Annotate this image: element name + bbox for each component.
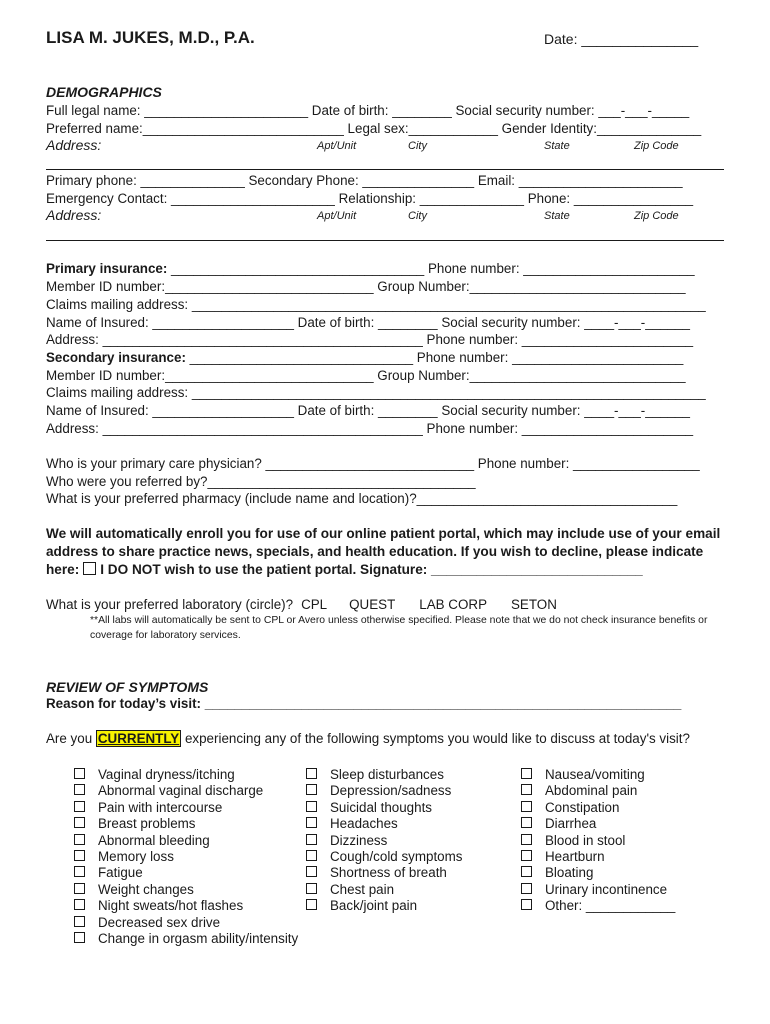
state-label: State xyxy=(544,140,570,152)
symptom-item[interactable] xyxy=(521,816,675,832)
symptom-label: Sleep disturbances xyxy=(330,767,444,782)
symptom-checkbox[interactable] xyxy=(74,883,85,894)
symptom-checkbox[interactable] xyxy=(306,850,317,861)
symptom-item[interactable] xyxy=(74,800,298,816)
symptom-label: Decreased sex drive xyxy=(98,914,221,930)
symptom-checkbox[interactable] xyxy=(521,834,532,845)
apt-unit-label: Apt/Unit xyxy=(317,210,357,222)
symptom-checkbox[interactable] xyxy=(521,784,532,795)
laboratory-question: What is your preferred laboratory (circle)? xyxy=(46,597,294,612)
review-title: REVIEW OF SYMPTOMS xyxy=(46,679,209,695)
symptom-checkbox[interactable] xyxy=(74,784,85,795)
legal-name-dob-ssn-line[interactable]: Full legal name: ______________________ Date of birth: ________ Social security number: ___-___-_____ xyxy=(46,103,690,118)
symptom-checkbox[interactable] xyxy=(521,801,532,812)
lab-option-labcorp[interactable]: LAB CORP xyxy=(419,597,487,612)
pharmacy-line[interactable]: What is your preferred pharmacy (include name and location)?___________________________________ xyxy=(46,491,678,506)
symptom-checkbox[interactable] xyxy=(521,899,532,910)
symptom-item[interactable] xyxy=(306,865,462,881)
symptom-item[interactable] xyxy=(74,833,298,849)
symptom-checkbox[interactable] xyxy=(74,834,85,845)
symptom-item[interactable] xyxy=(74,849,298,865)
symptom-item[interactable] xyxy=(74,783,298,799)
symptom-label: Abnormal vaginal discharge xyxy=(98,783,264,799)
symptom-label: Back/joint pain xyxy=(330,898,418,914)
symptom-item[interactable] xyxy=(306,800,462,816)
symptom-label: Breast problems xyxy=(98,816,196,832)
symptom-label: Depression/sadness xyxy=(330,783,452,799)
zip-code-label: Zip Code xyxy=(634,210,679,222)
city-label: City xyxy=(408,140,427,152)
currently-highlight: CURRENTLY xyxy=(97,731,180,746)
claims-address-line[interactable]: Claims mailing address: _____________________________________________________________________ xyxy=(46,297,706,312)
emergency-address-line[interactable] xyxy=(46,240,724,241)
primary-insurance-label: Primary insurance: xyxy=(46,261,168,276)
reason-for-visit-line[interactable]: Reason for today’s visit: ________________________________________________________________ xyxy=(46,696,682,711)
symptom-label: Bloating xyxy=(545,865,594,881)
symptom-checkbox[interactable] xyxy=(306,866,317,877)
symptom-label: Heartburn xyxy=(545,848,605,864)
symptom-label: Other: ____________ xyxy=(545,898,676,914)
symptom-item[interactable] xyxy=(521,865,675,881)
symptom-checkbox[interactable] xyxy=(521,866,532,877)
insured-address-line[interactable]: Address: ___________________________________________ Phone number: _______________________ xyxy=(46,421,694,436)
symptoms-question xyxy=(46,731,690,747)
symptom-item[interactable] xyxy=(306,783,462,799)
member-id-line[interactable]: Member ID number:____________________________ Group Number:_____________________________ xyxy=(46,368,686,383)
city-label: City xyxy=(408,210,427,222)
symptoms-column-1 xyxy=(74,767,298,947)
symptom-label: Night sweats/hot flashes xyxy=(98,898,244,914)
symptom-label: Dizziness xyxy=(330,832,388,848)
lab-option-cpl[interactable]: CPL xyxy=(301,597,328,612)
portal-decline-signature[interactable]: I DO NOT wish to use the patient portal. Signature: ____________________________ xyxy=(100,562,643,577)
symptom-label: Abnormal bleeding xyxy=(98,832,210,848)
laboratory-line xyxy=(46,597,557,613)
symptom-item[interactable] xyxy=(306,833,462,849)
symptom-item[interactable] xyxy=(521,800,675,816)
symptom-checkbox[interactable] xyxy=(74,866,85,877)
symptom-item[interactable] xyxy=(306,898,462,914)
pcp-line[interactable]: Who is your primary care physician? ____________________________ Phone number: _________________ xyxy=(46,456,700,471)
symptom-label: Suicidal thoughts xyxy=(330,799,432,815)
symptom-item[interactable] xyxy=(521,767,675,783)
symptom-item[interactable] xyxy=(521,833,675,849)
symptom-checkbox[interactable] xyxy=(521,850,532,861)
symptom-checkbox[interactable] xyxy=(521,817,532,828)
symptom-label: Cough/cold symptoms xyxy=(330,848,463,864)
symptom-checkbox[interactable] xyxy=(306,768,317,779)
symptom-label: Abdominal pain xyxy=(545,783,638,799)
symptom-item[interactable] xyxy=(521,882,675,898)
symptom-label: Blood in stool xyxy=(545,832,626,848)
symptom-label: Memory loss xyxy=(98,848,174,864)
symptom-label: Diarrhea xyxy=(545,816,597,832)
symptom-label: Constipation xyxy=(545,799,620,815)
member-id-line[interactable]: Member ID number:____________________________ Group Number:_____________________________ xyxy=(46,279,686,294)
symptom-checkbox[interactable] xyxy=(74,916,85,927)
symptom-checkbox[interactable] xyxy=(74,899,85,910)
symptom-item[interactable] xyxy=(521,849,675,865)
address-line[interactable] xyxy=(46,169,724,170)
symptom-checkbox[interactable] xyxy=(306,883,317,894)
symptom-item[interactable] xyxy=(74,816,298,832)
question-prefix: Are you xyxy=(46,731,93,746)
symptom-checkbox[interactable] xyxy=(521,768,532,779)
symptom-item[interactable] xyxy=(306,849,462,865)
symptom-checkbox[interactable] xyxy=(74,768,85,779)
portal-decline-checkbox[interactable] xyxy=(83,562,96,575)
insured-address-line[interactable]: Address: ___________________________________________ Phone number: _______________________ xyxy=(46,332,694,347)
symptom-checkbox[interactable] xyxy=(74,817,85,828)
question-suffix: experiencing any of the following symptoms you would like to discuss at today's visit? xyxy=(184,731,690,746)
emergency-address-label: Address: xyxy=(46,207,102,223)
preferred-name-sex-gender-line[interactable]: Preferred name:___________________________ Legal sex:____________ Gender Identity:______________ xyxy=(46,121,702,136)
symptom-label: Nausea/vomiting xyxy=(545,767,645,782)
symptom-checkbox[interactable] xyxy=(306,834,317,845)
symptom-checkbox[interactable] xyxy=(306,899,317,910)
symptom-label: Urinary incontinence xyxy=(545,881,668,897)
symptom-label: Fatigue xyxy=(98,865,143,881)
secondary-insurance-field[interactable]: ______________________________ Phone number: _______________________ xyxy=(185,350,684,365)
lab-option-seton[interactable]: SETON xyxy=(511,597,557,612)
emergency-contact-line[interactable]: Emergency Contact: ______________________ Relationship: ______________ Phone: ________________ xyxy=(46,191,694,206)
symptom-label: Shortness of breath xyxy=(330,865,447,881)
claims-address-line[interactable]: Claims mailing address: _____________________________________________________________________ xyxy=(46,385,706,400)
symptom-label: Vaginal dryness/itching xyxy=(98,767,235,782)
portal-notice-text: We will automatically enroll you for use of our online patient portal, which may include use of your email address to share practice news, specials, and health education. If you wish to decline, please indicate here: xyxy=(46,526,721,577)
symptom-label: Chest pain xyxy=(330,881,395,897)
symptom-checkbox[interactable] xyxy=(306,817,317,828)
symptom-item[interactable] xyxy=(74,931,298,947)
symptom-item[interactable] xyxy=(74,898,298,914)
symptom-checkbox[interactable] xyxy=(306,784,317,795)
symptom-label: Change in orgasm ability/intensity xyxy=(98,930,299,946)
symptom-item[interactable] xyxy=(521,783,675,799)
insured-name-line[interactable]: Name of Insured: ___________________ Date of birth: ________ Social security number: ____-___-______ xyxy=(46,315,690,330)
state-label: State xyxy=(544,210,570,222)
symptom-label: Headaches xyxy=(330,816,398,832)
demographics-title: DEMOGRAPHICS xyxy=(46,84,162,100)
apt-unit-label: Apt/Unit xyxy=(317,140,357,152)
date-field[interactable]: Date: _______________ xyxy=(544,31,699,47)
secondary-insurance-line[interactable] xyxy=(46,350,683,366)
symptom-item[interactable] xyxy=(306,882,462,898)
symptom-label: Weight changes xyxy=(98,881,194,897)
lab-option-quest[interactable]: QUEST xyxy=(349,597,396,612)
symptom-item[interactable] xyxy=(74,915,298,931)
symptom-item[interactable] xyxy=(74,882,298,898)
practice-name: LISA M. JUKES, M.D., P.A. xyxy=(46,28,255,47)
symptom-item[interactable] xyxy=(306,816,462,832)
primary-insurance-field[interactable]: __________________________________ Phone number: _______________________ xyxy=(167,261,695,276)
referred-by-line[interactable]: Who were you referred by?____________________________________ xyxy=(46,474,476,489)
symptom-checkbox[interactable] xyxy=(74,850,85,861)
symptom-checkbox[interactable] xyxy=(306,801,317,812)
symptom-checkbox[interactable] xyxy=(74,932,85,943)
address-label: Address: xyxy=(46,137,102,153)
symptoms-column-3 xyxy=(521,767,675,915)
symptoms-column-2 xyxy=(306,767,462,915)
symptom-item[interactable] xyxy=(74,865,298,881)
symptom-item[interactable] xyxy=(521,898,675,914)
symptom-item[interactable] xyxy=(306,767,462,783)
portal-notice xyxy=(46,525,726,579)
laboratory-note: **All labs will automatically be sent to CPL or Avero unless otherwise specified. Please note that we do not check insurance benefits or coverage for laboratory services. xyxy=(90,615,708,641)
secondary-insurance-label: Secondary insurance: xyxy=(46,350,186,365)
symptom-checkbox[interactable] xyxy=(521,883,532,894)
symptom-checkbox[interactable] xyxy=(74,801,85,812)
symptom-item[interactable] xyxy=(74,767,298,783)
zip-code-label: Zip Code xyxy=(634,140,679,152)
phone-email-line[interactable]: Primary phone: ______________ Secondary Phone: _______________ Email: ______________________ xyxy=(46,173,683,188)
symptom-label: Pain with intercourse xyxy=(98,799,223,815)
primary-insurance-line[interactable] xyxy=(46,261,695,277)
insured-name-line[interactable]: Name of Insured: ___________________ Date of birth: ________ Social security number: ____-___-______ xyxy=(46,403,690,418)
